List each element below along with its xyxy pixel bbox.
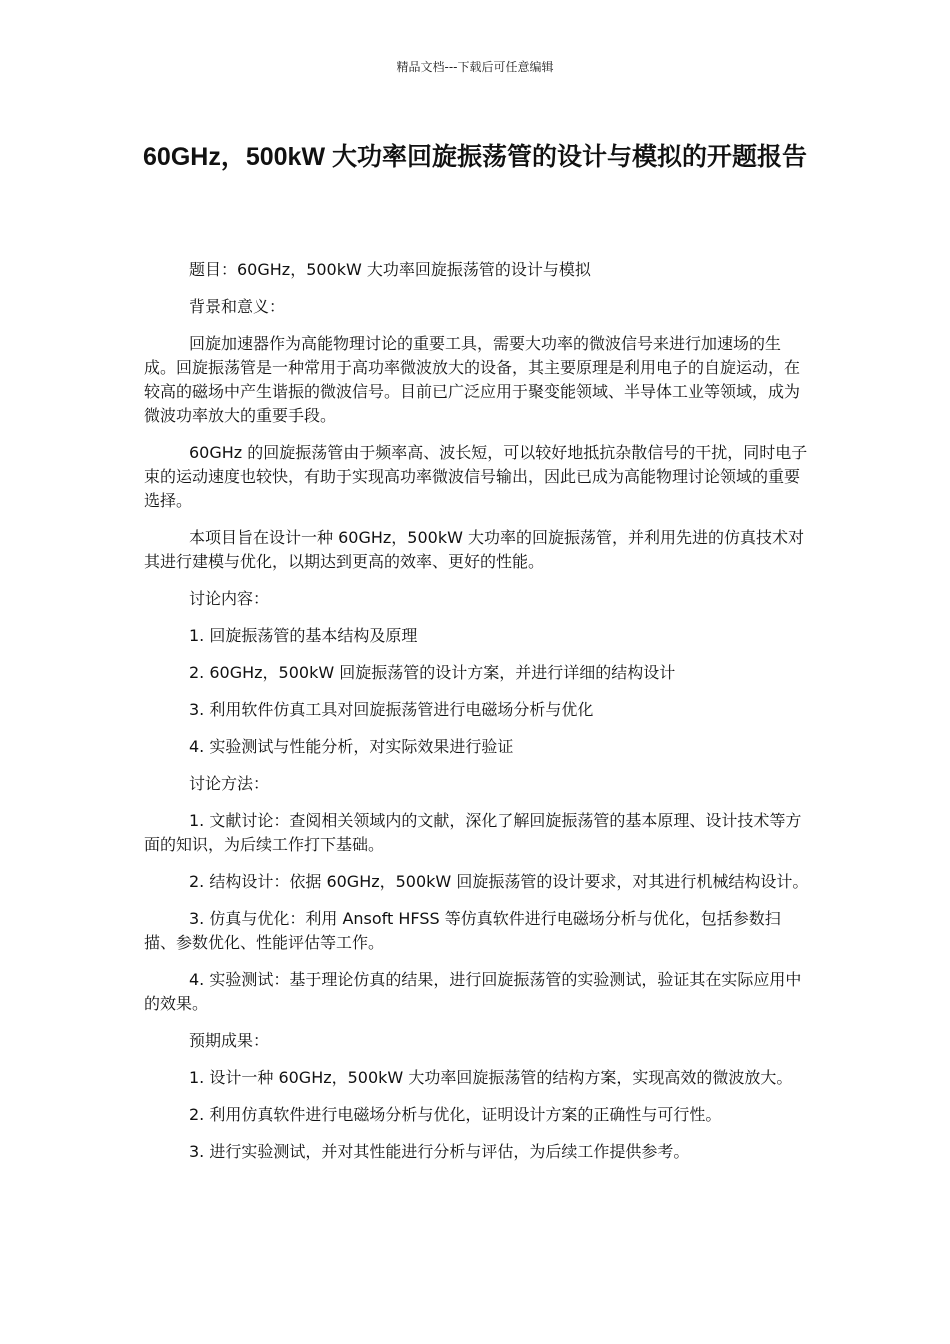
background-paragraph-1: 回旋加速器作为高能物理讨论的重要工具，需要大功率的微波信号来进行加速场的生成。回旋振荡管是一种常用于高功率微波放大的设备，其主要原理是利用电子的自旋运动，在较高的磁场中产生谐振的微波信号。目前已广泛应用于聚变能领域、半导体工业等领域，成为微波功率放大的重要手段。: [144, 334, 801, 425]
topic-line: 题目：60GHz，500kW 大功率回旋振荡管的设计与模拟: [189, 260, 591, 279]
content-item-3: 3. 利用软件仿真工具对回旋振荡管进行电磁场分析与优化: [189, 700, 594, 719]
outcome-item-2: 2. 利用仿真软件进行电磁场分析与优化，证明设计方案的正确性与可行性。: [189, 1105, 722, 1124]
section-heading-content: 讨论内容：: [189, 589, 270, 608]
background-paragraph-3: 本项目旨在设计一种 60GHz，500kW 大功率的回旋振荡管，并利用先进的仿真技术对其进行建模与优化，以期达到更高的效率、更好的性能。: [144, 528, 804, 571]
section-heading-methods: 讨论方法：: [189, 774, 270, 793]
method-item-4: 4. 实验测试：基于理论仿真的结果，进行回旋振荡管的实验测试，验证其在实际应用中的效果。: [144, 970, 802, 1013]
header-note: 精品文档---下载后可任意编辑: [396, 60, 554, 74]
document-title: 60GHz，500kW 大功率回旋振荡管的设计与模拟的开题报告: [143, 143, 807, 171]
content-item-4: 4. 实验测试与性能分析，对实际效果进行验证: [189, 737, 514, 756]
content-item-2: 2. 60GHz，500kW 回旋振荡管的设计方案，并进行详细的结构设计: [189, 663, 676, 682]
outcome-item-1: 1. 设计一种 60GHz，500kW 大功率回旋振荡管的结构方案，实现高效的微波放大。: [189, 1068, 793, 1087]
document-body: [144, 258, 810, 1177]
background-paragraph-2: 60GHz 的回旋振荡管由于频率高、波长短，可以较好地抵抗杂散信号的干扰，同时电子束的运动速度也较快，有助于实现高功率微波信号输出，因此已成为高能物理讨论领域的重要选择。: [144, 443, 808, 510]
content-item-1: 1. 回旋振荡管的基本结构及原理: [189, 626, 418, 645]
section-heading-background: 背景和意义：: [189, 297, 286, 316]
method-item-1: 1. 文献讨论：查阅相关领域内的文献，深化了解回旋振荡管的基本原理、设计技术等方面的知识，为后续工作打下基础。: [144, 811, 802, 854]
method-item-2: 2. 结构设计：依据 60GHz，500kW 回旋振荡管的设计要求，对其进行机械结构设计。: [189, 872, 809, 891]
outcome-item-3: 3. 进行实验测试，并对其性能进行分析与评估，为后续工作提供参考。: [189, 1142, 690, 1161]
method-item-3: 3. 仿真与优化：利用 Ansoft HFSS 等仿真软件进行电磁场分析与优化，包括参数扫描、参数优化、性能评估等工作。: [144, 909, 781, 952]
section-heading-outcomes: 预期成果：: [189, 1031, 270, 1050]
